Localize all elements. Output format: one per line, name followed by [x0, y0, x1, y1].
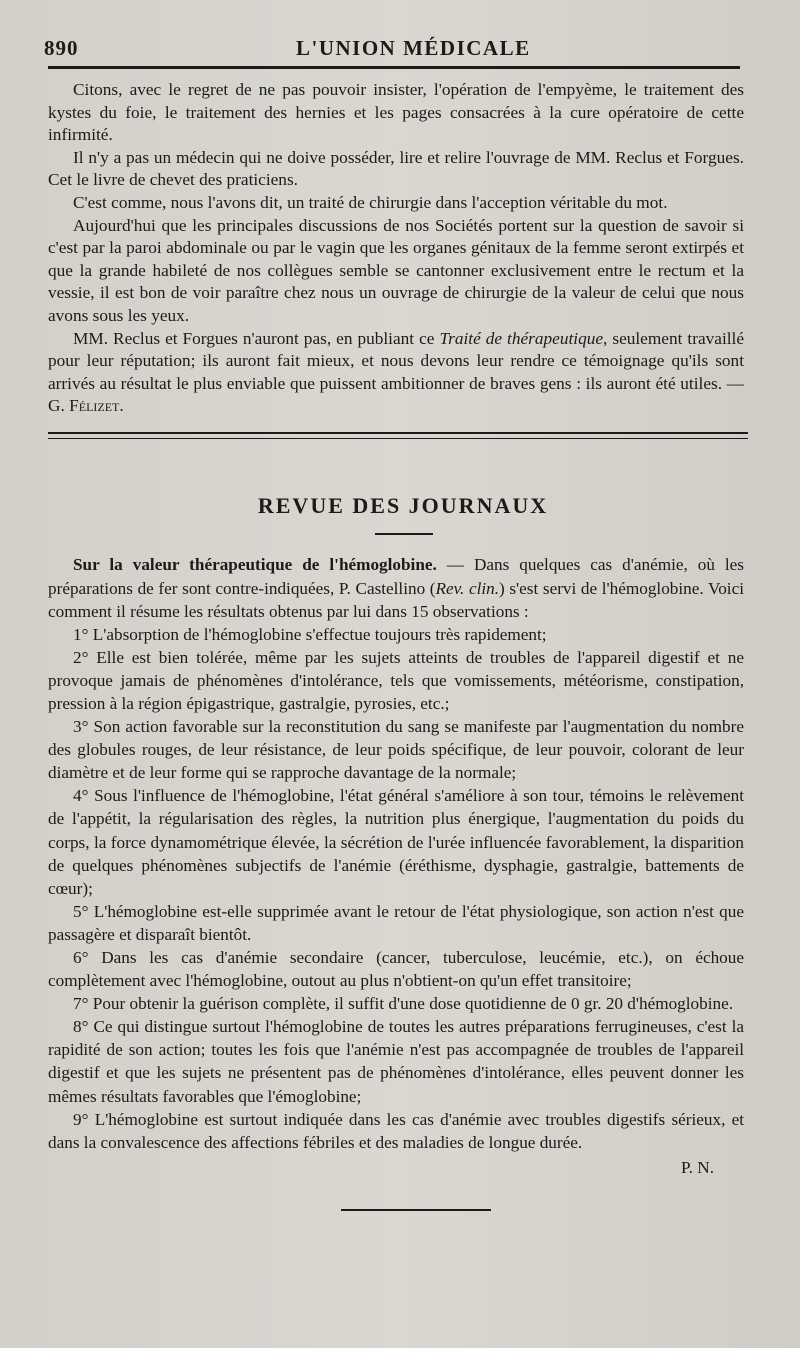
header-rule: [48, 66, 740, 69]
list-item: 8° Ce qui distingue surtout l'hémoglobine de toutes les autres préparations ferrugineuses, c'est la rapidité de son action; toutes les fois que l'anémie n'est pas accompagnée de troubles de l'appareil digestif et que les sujets ne présentent pas de phénomènes d'intolérance, elles peuvent donner les mêmes résultats favorables que l'émoglobine;: [48, 1017, 744, 1106]
list-item: 4° Sous l'influence de l'hémoglobine, l'état général s'améliore à son tour, témoins le relèvement de l'appétit, la régularisation des règles, la nutrition plus énergique, l'augmentation du poids du corps, la force dynamométrique élevée, la sécrétion de l'urée influencée favorablement, la disparition de quelques phénomènes subjectifs de l'anémie (éréthisme, dysphagie, gastralgie, battements de cœur);: [48, 786, 744, 898]
text-run: ) s'est servi de l'hémoglobine. Voici comment il résume les résultats obtenus par lui dans 15 observations :: [48, 578, 744, 621]
paragraph: Il n'y a pas un médecin qui ne doive posséder, lire et relire l'ouvrage de MM. Reclus et Forgues. Cet le livre de chevet des praticiens.: [48, 147, 744, 190]
list-item: 7° Pour obtenir la guérison complète, il suffit d'une dose quotidienne de 0 gr. 20 d'hémoglobine.: [73, 994, 734, 1014]
list-item: 5° L'hémoglobine est-elle supprimée avant le retour de l'état physiologique, son action n'est que passagère et disparaît bientôt.: [48, 901, 744, 944]
list-item: 2° Elle est bien tolérée, même par les sujets atteints de troubles de l'appareil digestif et ne provoque jamais de phénomènes d'intolérance, tels que vomissements, météorisme, constipation, pression à la région épigastrique, gastralgie, pyrosies, etc.;: [48, 647, 744, 713]
divider-line: [48, 432, 748, 434]
list-item: 1° L'absorption de l'hémoglobine s'effectue toujours très rapidement;: [73, 624, 547, 644]
title-rule: [375, 533, 433, 535]
text-run: MM. Reclus et Forgues n'auront pas, en publiant ce: [73, 328, 440, 348]
article-signature: P. N.: [681, 1157, 714, 1177]
closing-rule: [341, 1209, 491, 1211]
list-item: 9° L'hémoglobine est surtout indiquée dans les cas d'anémie avec troubles digestifs sérieux, et dans la convalescence des affections fébriles et des maladies de longue durée.: [48, 1109, 744, 1152]
article: [48, 553, 744, 1179]
paragraph: Citons, avec le regret de ne pas pouvoir insister, l'opération de l'empyème, le traitement des kystes du foie, le traitement des hernies et les pages consacrées à la cure opératoire de cette infirmité.: [48, 80, 744, 145]
review-conclusion: [48, 79, 744, 418]
source-citation: Rev. clin.: [435, 578, 500, 598]
author-signature: Félizet.: [69, 396, 124, 416]
list-item: 6° Dans les cas d'anémie secondaire (cancer, tuberculose, leucémie, etc.), on échoue complètement avec l'hémoglobine, outout au plus n'obtient-on qu'un effet transitoire;: [48, 948, 744, 991]
section-divider: [48, 432, 748, 440]
running-head: [34, 34, 742, 66]
paragraph: [48, 328, 744, 418]
page-number: 890: [44, 36, 79, 60]
list-item: 3° Son action favorable sur la reconstitution du sang se manifeste par l'augmentation du nombre des globules rouges, de leur résistance, de leur poids spécifique, de leur pouvoir, colorant de leur diamètre et de leur forme qui se rapproche davantage de la normale;: [48, 717, 744, 783]
paragraph: C'est comme, nous l'avons dit, un traité de chirurgie dans l'acception véritable du mot.: [73, 192, 668, 212]
article-intro: [48, 553, 744, 622]
paragraph: Aujourd'hui que les principales discussions de nos Sociétés portent sur la question de savoir si c'est par la paroi abdominale ou par le vagin que les organes génitaux de la femme seront extirpés et que la grande habileté de nos collègues semble se cantonner exclusivement entre le rectum et la vessie, il est bon de voir paraître chez nous un ouvrage de chirurgie de la valeur de celui que nous avons sous les yeux.: [48, 215, 744, 325]
book-title: Traité de thérapeutique: [439, 328, 604, 348]
text-run: , seulement travaillé pour leur réputation; ils auront fait mieux, et nous devons leur rendre ce témoignage qu'ils sont arrivés au résultat le plus enviable que puissent ambitionner de braves gens : ils auront été utiles. — G.: [48, 328, 745, 416]
journal-title: L'UNION MÉDICALE: [296, 36, 531, 60]
section-title: REVUE DES JOURNAUX: [257, 493, 549, 519]
article-title: Sur la valeur thérapeutique de l'hémoglobine.: [73, 555, 437, 575]
divider-line: [48, 438, 748, 440]
text-run: — Dans quelques cas d'anémie, où les préparations de fer sont contre-indiquées, P. Castellino (: [48, 555, 744, 598]
